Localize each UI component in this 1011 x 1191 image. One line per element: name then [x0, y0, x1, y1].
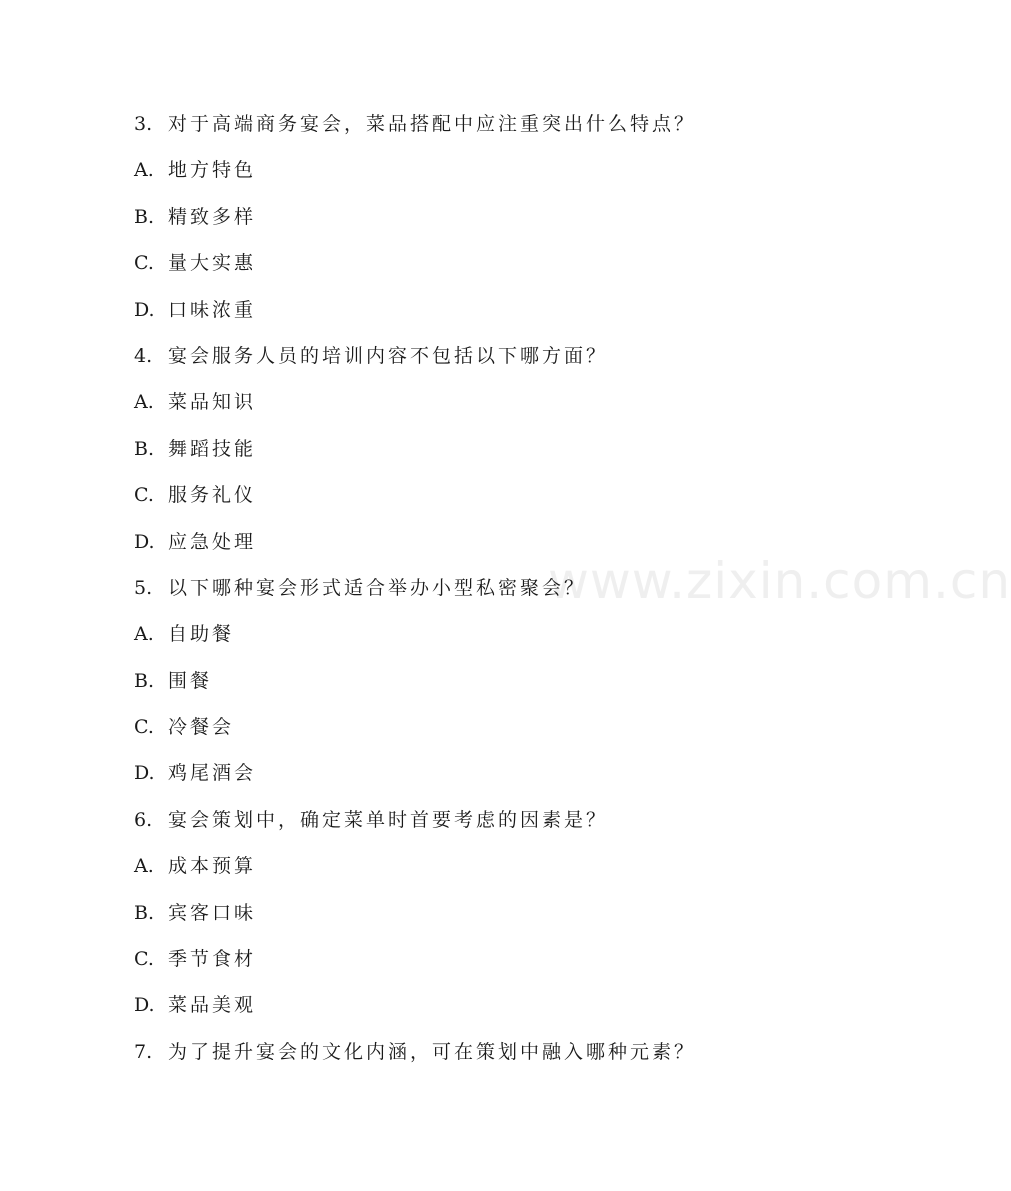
option-text: 精致多样	[168, 205, 257, 228]
option-text: 菜品美观	[168, 994, 257, 1017]
option-letter: B.	[134, 205, 155, 228]
option-4d	[134, 522, 854, 568]
watermark: www.zixin.com.cn	[548, 552, 1011, 610]
option-6d	[134, 985, 854, 1031]
option-letter: C.	[134, 716, 154, 739]
option-letter: C.	[134, 484, 154, 507]
option-text: 服务礼仪	[168, 484, 257, 507]
question-6	[134, 800, 854, 846]
question-text: 以下哪种宴会形式适合举办小型私密聚会？	[168, 576, 587, 599]
option-letter: D.	[134, 530, 155, 553]
option-text: 菜品知识	[168, 391, 257, 414]
question-4	[134, 336, 854, 382]
option-text: 量大实惠	[168, 252, 257, 275]
option-letter: A.	[134, 623, 154, 646]
option-3c	[134, 243, 854, 289]
option-3d	[134, 290, 854, 336]
question-3	[134, 104, 854, 150]
option-5b	[134, 661, 854, 707]
option-letter: D.	[134, 298, 155, 321]
option-letter: A.	[134, 391, 154, 414]
question-5	[134, 568, 854, 614]
option-text: 地方特色	[168, 159, 257, 182]
option-text: 自助餐	[168, 623, 235, 646]
option-letter: D.	[134, 994, 155, 1017]
option-4c	[134, 475, 854, 521]
option-5a	[134, 614, 854, 660]
question-7	[134, 1032, 854, 1078]
question-number: 4.	[134, 344, 153, 367]
question-text: 宴会服务人员的培训内容不包括以下哪方面？	[168, 344, 609, 367]
option-6b	[134, 893, 854, 939]
option-text: 宾客口味	[168, 901, 257, 924]
option-text: 口味浓重	[168, 298, 257, 321]
option-4b	[134, 429, 854, 475]
question-number: 6.	[134, 808, 153, 831]
option-3b	[134, 197, 854, 243]
option-5c	[134, 707, 854, 753]
option-text: 成本预算	[168, 855, 257, 878]
question-number: 7.	[134, 1040, 153, 1063]
option-letter: A.	[134, 159, 154, 182]
option-letter: A.	[134, 855, 154, 878]
option-text: 围餐	[168, 669, 213, 692]
question-text: 为了提升宴会的文化内涵，可在策划中融入哪种元素？	[168, 1040, 697, 1063]
question-number: 5.	[134, 576, 153, 599]
option-text: 季节食材	[168, 948, 257, 971]
option-letter: C.	[134, 948, 154, 971]
option-3a	[134, 150, 854, 196]
option-letter: B.	[134, 901, 155, 924]
option-text: 鸡尾酒会	[168, 762, 257, 785]
option-letter: C.	[134, 252, 154, 275]
question-text: 宴会策划中，确定菜单时首要考虑的因素是？	[168, 808, 609, 831]
option-letter: B.	[134, 437, 155, 460]
option-6a	[134, 846, 854, 892]
option-text: 冷餐会	[168, 716, 235, 739]
option-5d	[134, 753, 854, 799]
option-4a	[134, 382, 854, 428]
question-text: 对于高端商务宴会，菜品搭配中应注重突出什么特点？	[168, 113, 697, 135]
option-text: 舞蹈技能	[168, 437, 257, 460]
question-number: 3.	[134, 113, 153, 135]
option-letter: B.	[134, 669, 155, 692]
question-list	[134, 104, 854, 1078]
option-6c	[134, 939, 854, 985]
option-letter: D.	[134, 762, 155, 785]
option-text: 应急处理	[168, 530, 257, 553]
